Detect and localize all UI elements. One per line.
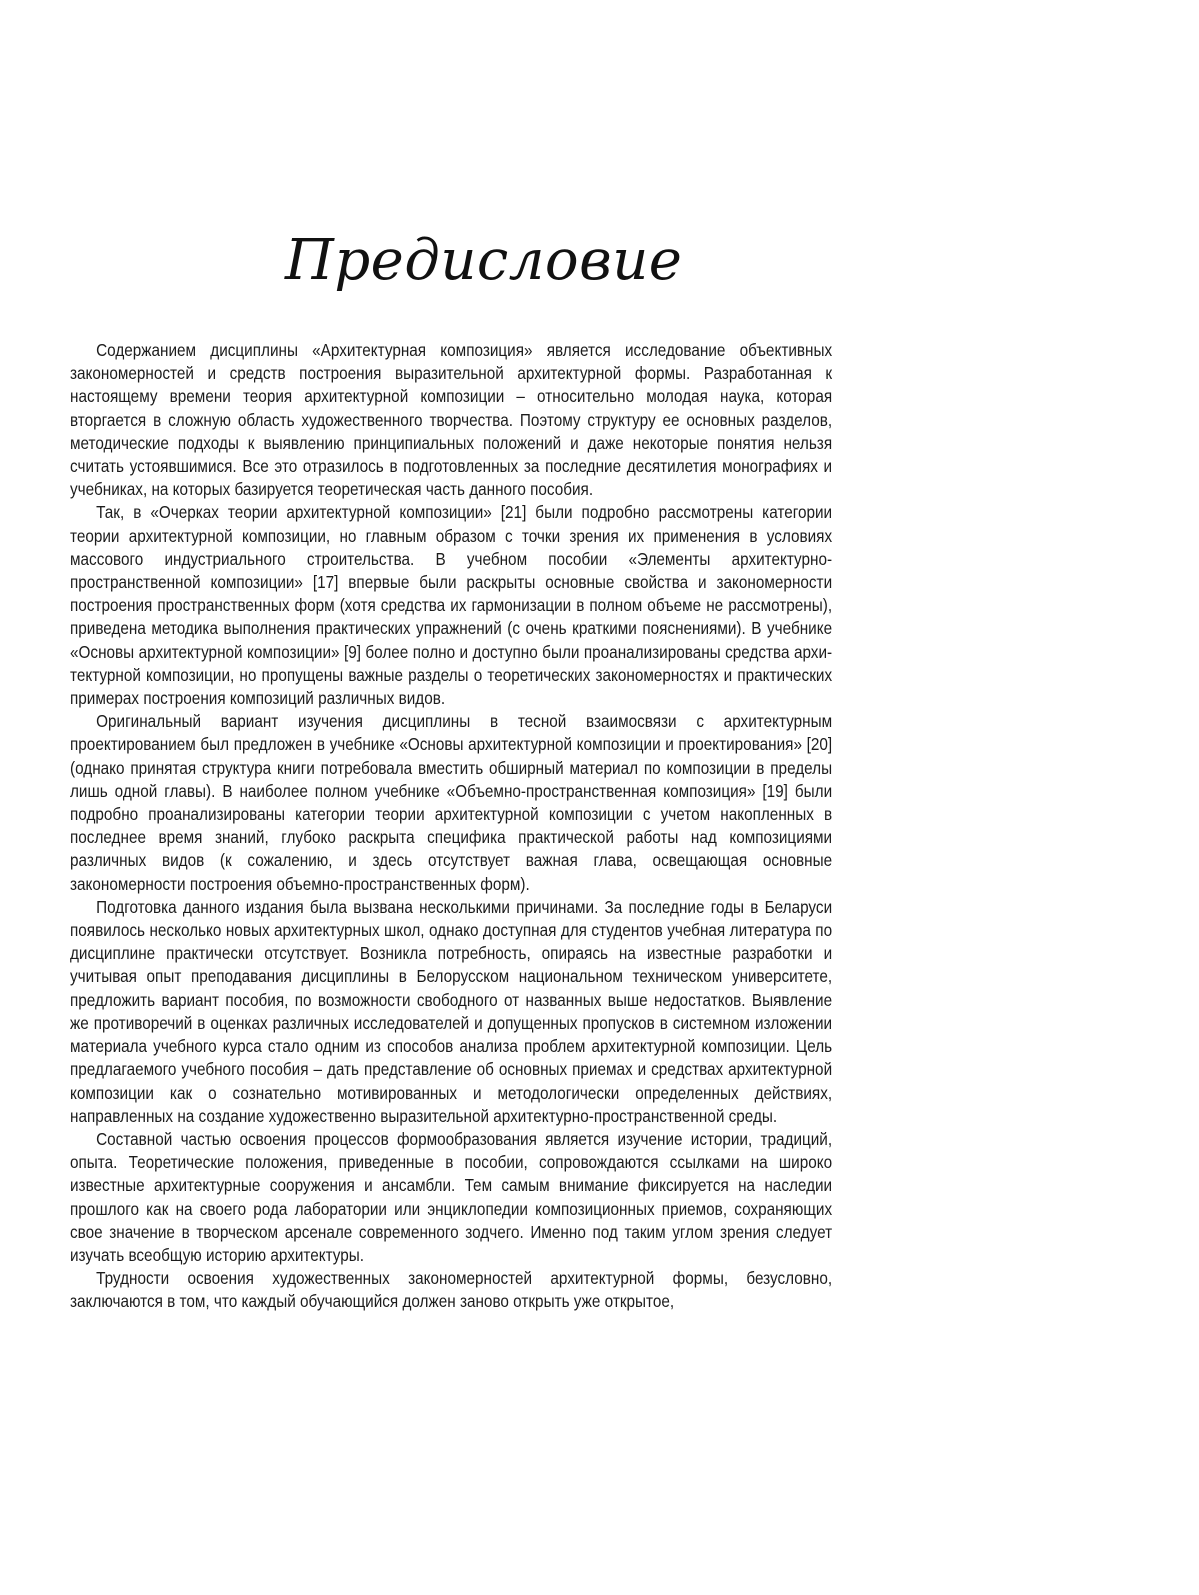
page-heading: Предисловие [285, 228, 683, 293]
paragraph-4: Подготовка данного издания была вызвана несколькими причинами. За последние годы в Беларуси появилось несколько новых архитектурных школ, однако доступная для студентов учебная литература по дисциплине практически отсутствует. Возникла потребность, опираясь на известные разработки и учитывая опыт преподавания дисциплины в Белорусском национальном техническом университете, предложить вариант пособия, по возможности свободного от названных выше недостатков. Выявление же противоречий в оценках различных исследователей и допущенных пропусков в системном изложении материала учебного курса стало одним из способов анализа проблем архитектурной композиции. Цель предлагаемого учебного пособия – дать представление об основных приемах и средствах архитектурной композиции как о сознательно мотивированных и методологически определенных действиях, направленных на создание художественно выразительной архитектурно-пространственной среды. [70, 896, 833, 1126]
paragraph-6: Трудности освоения художественных закономерностей архитектурной формы, безусловно, заключаются в том, что каждый обучающийся должен заново открыть уже открытое, [70, 1268, 833, 1312]
paragraph-1: Содержанием дисциплины «Архитектурная композиция» является исследование объективных закономерностей и средств построения выразительной архитектурной формы. Разработанная к настоящему времени теория архитектурной композиции – относительно молодая наука, которая вторгается в сложную область художественного творчества. Поэтому структуру ее основных разделов, методические подходы к выявлению принципиальных положений и даже некоторые понятия нельзя считать устоявшимися. Все это отразилось в подготовленных за последние десятилетия монографиях и учебниках, на которых базируется теоретическая часть данного пособия. [70, 340, 833, 500]
paragraph-5: Составной частью освоения процессов формообразования является изучение истории, традиций, опыта. Теоретические положения, приведенные в пособии, сопровождаются ссылками на широко известные архитектурные сооружения и ансамбли. Тем самым внимание фиксируется на наследии прошлого как на своего рода лаборатории или энциклопедии композиционных приемов, сохраняющих свое значение в творческом арсенале современного зодчего. Именно под таким углом зрения следует изучать всеобщую историю архитектуры. [70, 1128, 833, 1265]
paragraph-3: Оригинальный вариант изучения дисциплины в тесной взаимосвязи с архитектурным проектированием был предложен в учебнике «Основы архитектурной композиции и проектирования» [20] (однако принятая структура книги потребовала вместить обширный материал по композиции в пределы лишь одной главы). В наиболее полном учебнике «Объемно-пространственная композиция» [19] были подробно проанализированы категории теории архитектурной композиции с учетом накопленных в последнее время знаний, глубоко раскрыта специфика практической работы над композициями различных видов (к сожалению, и здесь отсутствует важная глава, освещающая основные закономерности построения объемно-пространственных форм). [70, 711, 833, 894]
paragraph-2: Так, в «Очерках теории архитектурной композиции» [21] были подробно рассмотрены категории теории архитектурной композиции, но главным образом с точки зрения их применения в условиях массового индустриального строительства. В учебном пособии «Элементы архитектурно-пространственной композиции» [17] впервые были раскрыты основные свойства и закономерности построения пространственных форм (хотя средства их гармонизации в полном объеме не рассмотрены), приведена методика выполнения практических упражнений (с очень краткими пояснениями). В учебнике «Основы архитектурной композиции» [9] более полно и доступно были проанализированы средства архитектурной композиции, но пропущены важные разделы о теоретических закономерностях и практических примерах построения композиций различных видов. [70, 502, 833, 709]
body-text [70, 339, 833, 1314]
